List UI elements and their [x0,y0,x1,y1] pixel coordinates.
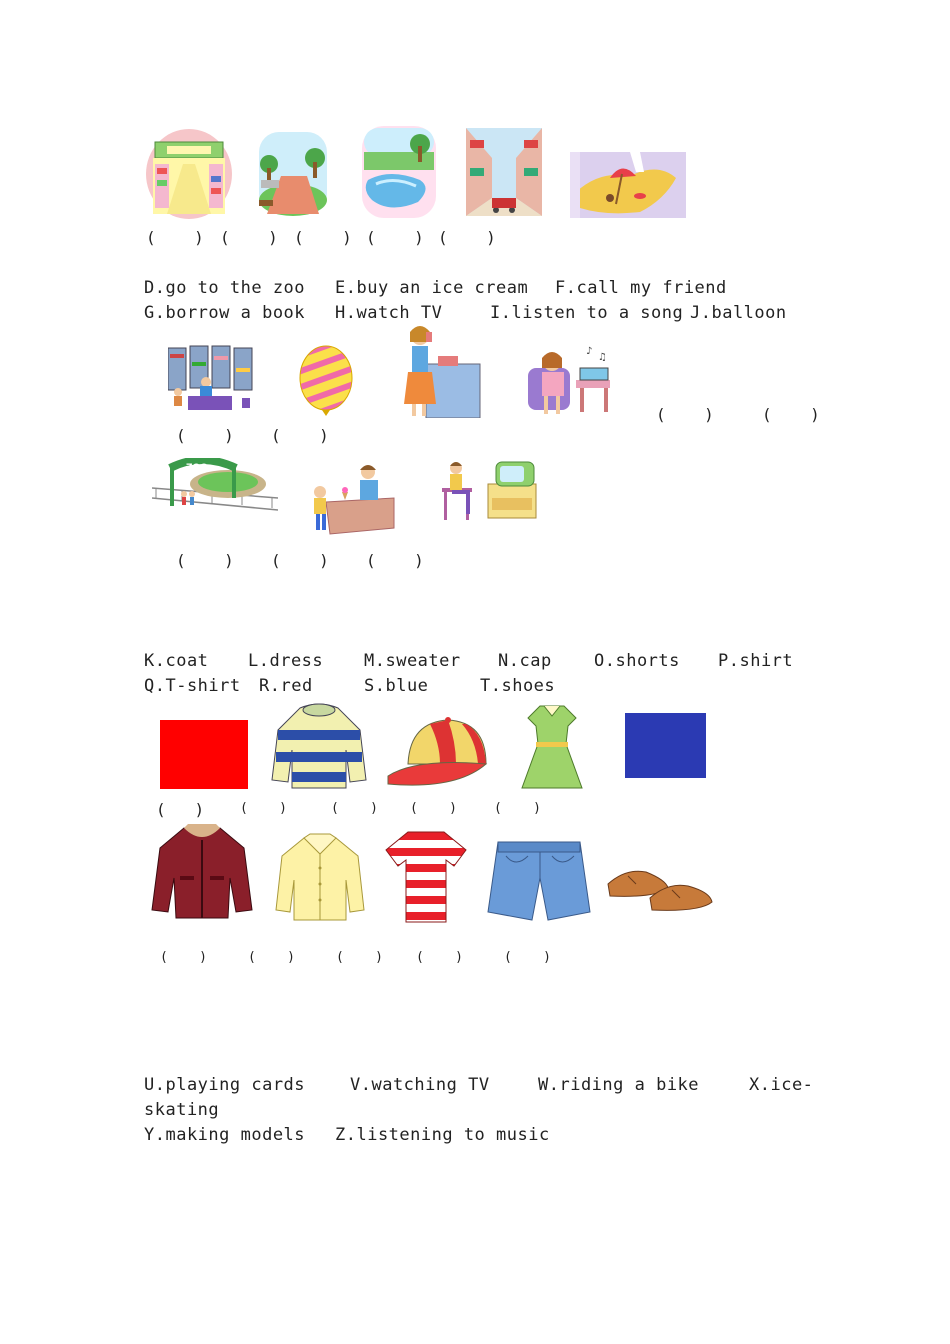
answer-blank[interactable]: ( ) [410,801,457,816]
option-x-continued: skating [144,1100,220,1120]
answer-blank[interactable]: ( ) [160,950,207,965]
answer-blank[interactable]: ( ) [656,405,714,424]
answer-blank[interactable]: ( ) [416,950,463,965]
svg-text:♫: ♫ [598,352,607,363]
option-n: N.cap [498,651,552,671]
option-h: H.watch TV [335,303,443,323]
answer-blank[interactable]: ( ) [271,551,329,570]
svg-text:ZOO: ZOO [186,463,208,473]
picture-phone-call [400,322,482,418]
answer-blank[interactable]: ( ) [176,426,234,445]
answer-blank[interactable]: ( ) [504,950,551,965]
picture-dress [520,704,584,790]
picture-shirt [274,832,366,924]
answer-blank[interactable]: ( ) [294,228,352,247]
option-k: K.coat [144,651,209,671]
picture-zoo [152,458,278,518]
answer-blank[interactable]: ( ) [366,228,424,247]
answer-blank[interactable]: ( ) [176,551,234,570]
option-g: G.borrow a book [144,303,306,323]
option-f: F.call my friend [555,278,727,298]
picture-watching-tv [438,458,542,524]
answer-blank[interactable]: ( ) [336,950,383,965]
answer-blank[interactable]: ( ) [240,801,287,816]
option-l: L.dress [248,651,324,671]
svg-text:♪: ♪ [586,346,593,357]
red-color-swatch [160,720,248,789]
blue-color-swatch [625,713,706,778]
answer-blank[interactable]: ( ) [248,950,295,965]
option-m: M.sweater [364,651,461,671]
picture-balloon [298,344,354,418]
picture-sweater [270,700,368,792]
picture-listening-song [522,340,614,420]
answer-blank[interactable]: ( ) [146,228,204,247]
picture-park [253,128,333,218]
answer-blank[interactable]: ( ) [220,228,278,247]
option-p: P.shirt [718,651,794,671]
option-s: S.blue [364,676,429,696]
picture-beach [570,152,686,218]
option-t: T.shoes [480,676,556,696]
answer-blank[interactable]: ( ) [438,228,496,247]
option-w: W.riding a bike [538,1075,700,1095]
answer-blank[interactable]: ( ) [494,801,541,816]
option-v: V.watching TV [350,1075,490,1095]
answer-blank[interactable]: ( ) [366,551,424,570]
option-i: I.listen to a song [490,303,684,323]
picture-ice-cream-shop [306,462,396,536]
option-u: U.playing cards [144,1075,306,1095]
picture-shoes [606,862,714,912]
picture-library [168,344,256,418]
answer-blank[interactable]: ( ) [331,801,378,816]
picture-mall [466,128,542,216]
picture-t-shirt [384,828,468,924]
option-e: E.buy an ice cream [335,278,529,298]
option-z: Z.listening to music [335,1125,550,1145]
option-x: X.ice- [749,1075,814,1095]
answer-blank[interactable]: ( ) [762,405,820,424]
picture-supermarket [145,128,233,220]
picture-cap [386,714,492,792]
option-d: D.go to the zoo [144,278,306,298]
picture-coat [150,824,254,920]
option-j: J.balloon [690,303,787,323]
picture-shorts [486,838,592,922]
option-o: O.shorts [594,651,680,671]
answer-blank[interactable]: ( ) [271,426,329,445]
option-y: Y.making models [144,1125,306,1145]
option-q: Q.T-shirt [144,676,241,696]
answer-blank[interactable]: ( ) [156,800,205,819]
option-r: R.red [259,676,313,696]
picture-swimming-pool [360,124,438,220]
